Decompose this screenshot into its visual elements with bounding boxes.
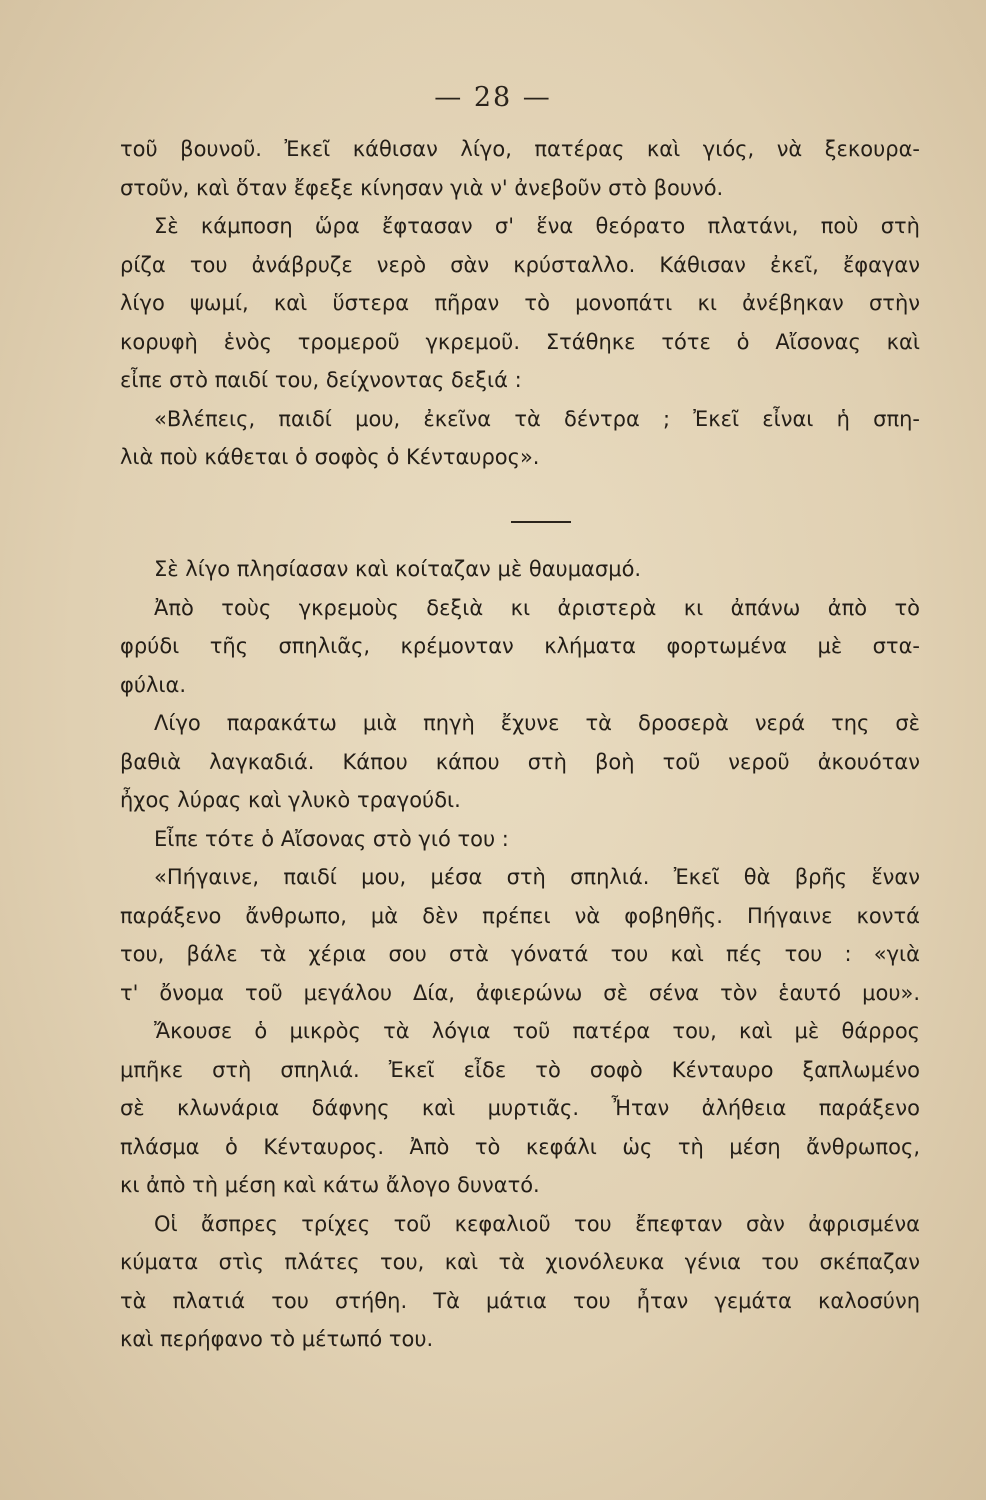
- text-line: τὰ πλατιά του στήθη. Τὰ μάτια του ἦταν γεμάτα καλοσύνη: [120, 1288, 920, 1313]
- text-section-2: [120, 550, 920, 1359]
- text-line: τ' ὄνομα τοῦ μεγάλου Δία, ἀφιερώνω σὲ σένα τὸν ἑαυτό μου».: [120, 980, 920, 1005]
- text-line: εἶπε στὸ παιδί του, δείχνοντας δεξιά :: [120, 368, 522, 392]
- page-number: — 28 —: [434, 82, 552, 113]
- text-line: «Πήγαινε, παιδί μου, μέσα στὴ σπηλιά. Ἐκεῖ θὰ βρῆς ἕναν: [154, 865, 920, 889]
- text-line: Ἄκουσε ὁ μικρὸς τὰ λόγια τοῦ πατέρα του, καὶ μὲ θάρρος: [154, 1019, 920, 1043]
- text-line: Σὲ κάμποση ὥρα ἔφτασαν σ' ἕνα θεόρατο πλατάνι, ποὺ στὴ: [154, 214, 920, 238]
- text-line: τοῦ βουνοῦ. Ἐκεῖ κάθισαν λίγο, πατέρας καὶ γιός, νὰ ξεκουρα-: [120, 137, 920, 161]
- text-line: λίγο ψωμί, καὶ ὕστερα πῆραν τὸ μονοπάτι κι ἀνέβηκαν στὴν: [120, 291, 920, 315]
- text-line: πλάσμα ὁ Κένταυρος. Ἀπὸ τὸ κεφάλι ὡς τὴ μέση ἄνθρωπος,: [120, 1134, 920, 1159]
- text-line: Σὲ λίγο πλησίασαν καὶ κοίταζαν μὲ θαυμασμό.: [154, 557, 642, 581]
- text-line: Εἶπε τότε ὁ Αἴσονας στὸ γιό του :: [154, 826, 509, 851]
- text-line: μπῆκε στὴ σπηλιά. Ἐκεῖ εἶδε τὸ σοφὸ Κένταυρο ξαπλωμένο: [120, 1057, 920, 1082]
- text-line: βαθιὰ λαγκαδιά. Κάπου κάπου στὴ βοὴ τοῦ νεροῦ ἀκουόταν: [120, 749, 920, 774]
- text-line: ρίζα του ἀνάβρυζε νερὸ σὰν κρύσταλλο. Κάθισαν ἐκεῖ, ἔφαγαν: [120, 252, 920, 277]
- text-section-1: [120, 130, 920, 477]
- text-line: ἦχος λύρας καὶ γλυκὸ τραγούδι.: [120, 788, 461, 812]
- text-line: κορυφὴ ἑνὸς τρομεροῦ γκρεμοῦ. Στάθηκε τότε ὁ Αἴσονας καὶ: [120, 329, 920, 354]
- text-line: λιὰ ποὺ κάθεται ὁ σοφὸς ὁ Κένταυρος».: [120, 445, 540, 469]
- text-line: παράξενο ἄνθρωπο, μὰ δὲν πρέπει νὰ φοβηθῆς. Πήγαινε κοντά: [120, 903, 920, 928]
- section-divider: [511, 521, 571, 523]
- text-line: φύλια.: [120, 672, 187, 697]
- text-line: Λίγο παρακάτω μιὰ πηγὴ ἔχυνε τὰ δροσερὰ νερά της σὲ: [154, 711, 920, 735]
- text-line: Οἱ ἄσπρες τρίχες τοῦ κεφαλιοῦ του ἔπεφταν σὰν ἀφρισμένα: [154, 1211, 920, 1236]
- text-line: κι ἀπὸ τὴ μέση καὶ κάτω ἄλογο δυνατό.: [120, 1173, 540, 1197]
- text-line: σὲ κλωνάρια δάφνης καὶ μυρτιᾶς. Ἦταν ἀλήθεια παράξενο: [120, 1096, 920, 1120]
- text-line: «Βλέπεις, παιδί μου, ἐκεῖνα τὰ δέντρα ; Ἐκεῖ εἶναι ἡ σπη-: [154, 406, 920, 431]
- text-line: φρύδι τῆς σπηλιᾶς, κρέμονταν κλήματα φορτωμένα μὲ στα-: [120, 634, 920, 658]
- text-line: στοῦν, καὶ ὅταν ἔφεξε κίνησαν γιὰ ν' ἀνεβοῦν στὸ βουνό.: [120, 175, 724, 200]
- text-line: καὶ περήφανο τὸ μέτωπό του.: [120, 1327, 434, 1351]
- text-line: Ἀπὸ τοὺς γκρεμοὺς δεξιὰ κι ἀριστερὰ κι ἀπάνω ἀπὸ τὸ: [154, 595, 920, 620]
- text-line: του, βάλε τὰ χέρια σου στὰ γόνατά του καὶ πές του : «γιὰ: [120, 942, 920, 966]
- text-line: κύματα στὶς πλάτες του, καὶ τὰ χιονόλευκα γένια του σκέπαζαν: [120, 1250, 920, 1274]
